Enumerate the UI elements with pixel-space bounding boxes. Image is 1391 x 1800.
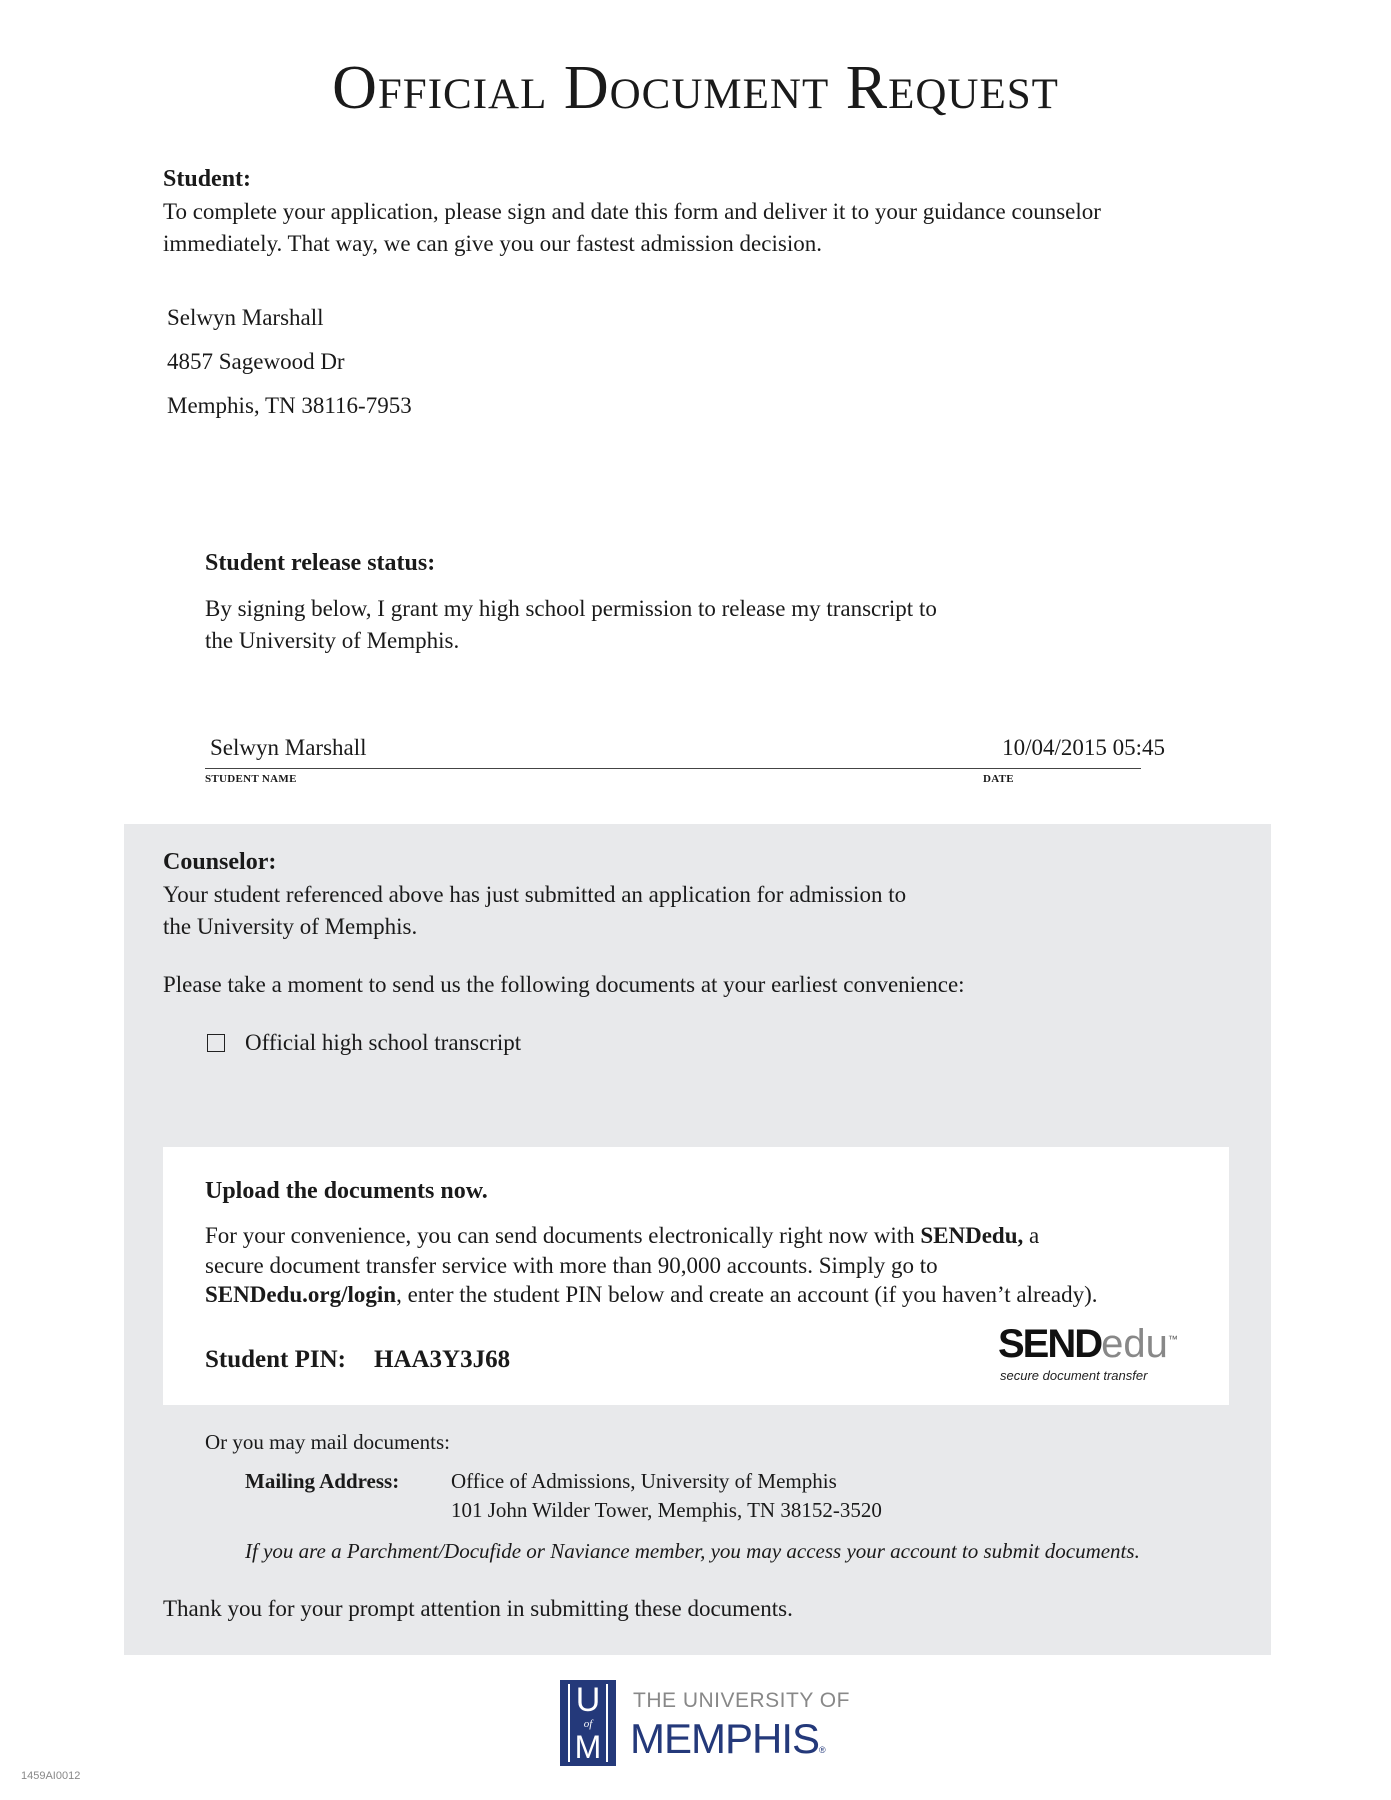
release-heading: Student release status: xyxy=(205,550,436,576)
student-pin-label: Student PIN: xyxy=(205,1346,346,1373)
document-code: 1459AI0012 xyxy=(21,1770,81,1782)
counselor-heading: Counselor: xyxy=(163,849,277,875)
logo-university-of: THE UNIVERSITY OF xyxy=(633,1689,850,1712)
student-address-line: Memphis, TN 38116-7953 xyxy=(167,393,412,418)
mail-intro: Or you may mail documents: xyxy=(205,1430,450,1454)
document-item: Official high school transcript xyxy=(245,1030,522,1055)
logo-u: U xyxy=(575,1681,601,1719)
upload-heading: Upload the documents now. xyxy=(205,1178,488,1204)
upload-text: For your convenience, you can send documents electronically right now with xyxy=(205,1223,921,1248)
student-name: Selwyn Marshall xyxy=(167,305,324,330)
upload-text-line xyxy=(205,1221,1039,1251)
university-logo-mark xyxy=(560,1680,616,1766)
release-text: the University of Memphis. xyxy=(205,628,460,653)
thank-you-text: Thank you for your prompt attention in submitting these documents. xyxy=(163,1596,793,1621)
logo-edu-text: edu xyxy=(1101,1322,1168,1366)
student-intro-line: immediately. That way, we can give you our fastest admission decision. xyxy=(163,231,822,256)
upload-text-line xyxy=(205,1280,1098,1309)
student-pin-value: HAA3Y3J68 xyxy=(374,1346,511,1373)
upload-text-line: secure document transfer service with more than 90,000 accounts. Simply go to xyxy=(205,1253,938,1278)
counselor-text: Your student referenced above has just submitted an application for admission to xyxy=(163,882,907,907)
logo-memphis-text: MEMPHIS xyxy=(630,1715,820,1762)
sendedu-logo xyxy=(998,1322,1178,1384)
signature-name: Selwyn Marshall xyxy=(210,735,367,760)
student-name-label: STUDENT NAME xyxy=(205,773,297,785)
student-address-line: 4857 Sagewood Dr xyxy=(167,349,345,374)
signature-line xyxy=(205,768,1141,769)
student-heading: Student: xyxy=(163,166,252,192)
upload-text: , enter the student PIN below and create an account (if you haven’t already). xyxy=(396,1282,1098,1307)
membership-note: If you are a Parchment/Docufide or Naviance member, you may access your account to submit documents. xyxy=(245,1539,1140,1563)
date-label: DATE xyxy=(983,773,1014,785)
logo-tagline: secure document transfer xyxy=(1000,1368,1148,1383)
logo-send-text: SEND xyxy=(998,1322,1102,1366)
logo-registered: ® xyxy=(819,1745,825,1755)
counselor-request: Please take a moment to send us the following documents at your earliest convenience: xyxy=(163,972,965,997)
release-text: By signing below, I grant my high school permission to release my transcript to xyxy=(205,596,937,621)
mailing-address-label: Mailing Address: xyxy=(245,1469,400,1493)
page-title: Official Document Request xyxy=(332,54,1059,122)
mailing-address-line: 101 John Wilder Tower, Memphis, TN 38152-3520 xyxy=(451,1498,882,1522)
mailing-address-line: Office of Admissions, University of Memphis xyxy=(451,1469,837,1493)
logo-m: M xyxy=(574,1729,602,1765)
logo-of: of xyxy=(583,1718,593,1730)
sendedu-name: SENDedu, xyxy=(920,1223,1024,1248)
signature-date: 10/04/2015 05:45 xyxy=(1002,735,1165,760)
counselor-text: the University of Memphis. xyxy=(163,914,418,939)
logo-tm: ™ xyxy=(1167,1334,1178,1346)
student-intro-line: To complete your application, please sign and date this form and deliver it to your guidance counselor xyxy=(163,199,1101,224)
logo-memphis xyxy=(630,1716,825,1762)
upload-text: a xyxy=(1023,1223,1040,1248)
transcript-checkbox[interactable] xyxy=(207,1034,225,1052)
sendedu-link[interactable]: SENDedu.org/login xyxy=(205,1282,397,1307)
